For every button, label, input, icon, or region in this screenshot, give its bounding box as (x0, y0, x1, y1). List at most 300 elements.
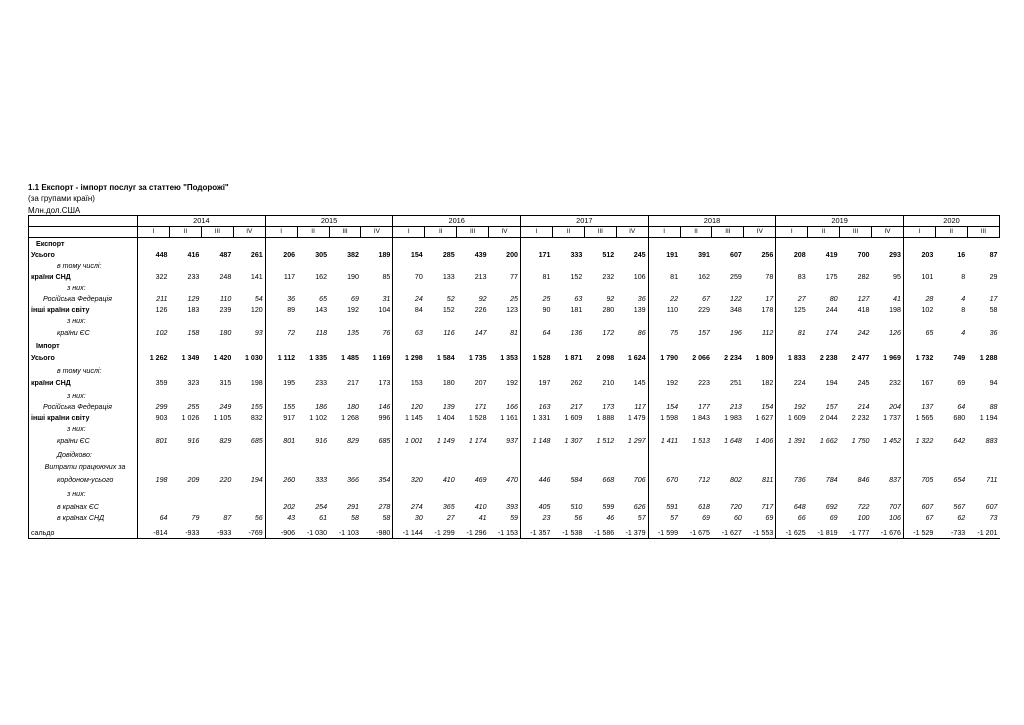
table-cell (648, 462, 680, 473)
table-cell: 801 (265, 434, 297, 448)
year-header: 2015 (265, 216, 393, 227)
table-cell: 129 (187, 294, 200, 303)
table-cell (744, 238, 776, 250)
table-cell: -933 (201, 527, 233, 539)
table-cell: -769 (233, 527, 265, 539)
row-label: в країнах ЄС (29, 501, 138, 512)
table-cell: 293 (889, 250, 901, 259)
table-cell (840, 390, 872, 401)
table-cell (616, 315, 648, 326)
table-cell (201, 390, 233, 401)
table-cell: 916 (187, 437, 200, 445)
table-cell: 22 (648, 293, 680, 304)
table-cell (169, 501, 201, 512)
table-cell (233, 501, 265, 512)
table-cell: 100 (857, 513, 870, 522)
table-cell (169, 282, 201, 293)
table-cell (297, 260, 329, 271)
table-cell: 180 (442, 379, 455, 387)
table-subtitle: (за групами країн) (28, 194, 95, 203)
table-cell (521, 487, 553, 501)
table-cell: -1 299 (425, 527, 457, 539)
table-cell (776, 365, 808, 376)
quarter-header: IV (616, 227, 648, 238)
table-cell (138, 340, 170, 351)
table-cell: 202 (265, 501, 297, 512)
table-cell (265, 315, 297, 326)
table-cell: 712 (698, 476, 710, 484)
row-label: країни СНД (29, 376, 138, 390)
table-cell: 607 (730, 250, 742, 259)
table-cell: 77 (510, 272, 518, 281)
table-cell (776, 448, 808, 462)
table-cell (584, 487, 616, 501)
table-cell: 1 627 (755, 413, 774, 422)
table-cell: 93 (254, 329, 263, 337)
table-cell: 916 (315, 437, 328, 445)
table-cell: 722 (857, 502, 870, 511)
table-cell (489, 448, 521, 462)
table-cell: 1 404 (436, 413, 455, 422)
table-row (29, 462, 1000, 473)
table-cell: 1 112 (265, 351, 297, 365)
table-cell: 410 (442, 476, 455, 484)
table-cell: 584 (570, 476, 583, 484)
table-cell (169, 315, 201, 326)
table-cell: -1 586 (584, 527, 616, 539)
table-cell: 174 (825, 329, 838, 337)
table-cell (138, 260, 170, 271)
table-cell: 135 (347, 329, 359, 337)
table-cell: 90 (521, 304, 553, 315)
table-cell: 1 335 (309, 354, 328, 362)
table-cell: 59 (510, 513, 518, 522)
table-cell (169, 238, 201, 250)
table-cell: 208 (776, 249, 808, 260)
table-cell: -1 296 (457, 527, 489, 539)
table-cell (616, 238, 648, 250)
table-cell (393, 260, 425, 271)
table-row (29, 326, 1000, 340)
table-row (29, 512, 1000, 523)
table-cell (521, 315, 553, 326)
table-cell: 173 (602, 402, 615, 411)
table-cell: 1 030 (244, 354, 263, 362)
table-cell (425, 423, 457, 434)
table-cell (393, 340, 425, 351)
table-cell: 274 (393, 501, 425, 512)
table-cell: 172 (602, 329, 615, 337)
table-cell: 446 (521, 473, 553, 487)
table-cell (521, 282, 553, 293)
table-cell: 27 (776, 293, 808, 304)
table-cell: 69 (957, 379, 966, 387)
table-cell: 152 (442, 305, 455, 314)
table-cell (935, 487, 967, 501)
table-cell: 147 (474, 329, 487, 337)
row-label: Російська Федерація (29, 293, 138, 304)
table-cell (552, 487, 584, 501)
table-cell: 1 331 (521, 412, 553, 423)
table-cell: 648 (776, 501, 808, 512)
table-cell: 1 262 (138, 351, 170, 365)
table-cell: 1 322 (903, 434, 935, 448)
table-cell: 510 (570, 502, 583, 511)
table-cell (648, 282, 680, 293)
table-cell (552, 365, 584, 376)
table-cell (935, 315, 967, 326)
table-cell: 64 (138, 512, 170, 523)
row-label: з них: (29, 282, 138, 293)
table-cell: 1 732 (903, 351, 935, 365)
table-cell: 245 (857, 379, 870, 387)
table-cell: 58 (351, 513, 359, 522)
table-cell: 52 (446, 294, 455, 303)
table-cell: 155 (265, 401, 297, 412)
table-cell (393, 282, 425, 293)
table-cell (967, 238, 999, 250)
table-cell (808, 487, 840, 501)
table-cell (584, 238, 616, 250)
table-cell: 102 (903, 304, 935, 315)
table-cell (201, 448, 233, 462)
table-cell: 123 (506, 305, 518, 314)
table-cell: 110 (219, 294, 232, 303)
table-cell: 175 (825, 272, 838, 281)
table-cell: 448 (138, 249, 170, 260)
table-cell: 305 (315, 250, 328, 259)
quarter-header: I (265, 227, 297, 238)
table-cell: 1 298 (393, 351, 425, 365)
table-cell (872, 462, 904, 473)
table-cell (648, 487, 680, 501)
table-cell (903, 448, 935, 462)
table-cell: 110 (648, 304, 680, 315)
table-cell: 72 (265, 326, 297, 340)
table-cell (776, 487, 808, 501)
table-cell: 23 (521, 512, 553, 523)
table-cell (903, 365, 935, 376)
table-cell: 204 (889, 402, 901, 411)
table-cell: 224 (776, 376, 808, 390)
table-cell: 244 (825, 305, 838, 314)
table-cell: 88 (989, 402, 998, 411)
table-cell: 282 (857, 272, 870, 281)
table-cell: -1 553 (744, 527, 776, 539)
table-cell (265, 423, 297, 434)
table-title: 1.1 Експорт - імпорт послуг за статтею "Подорожі" (28, 183, 229, 192)
table-cell (521, 365, 553, 376)
table-cell (903, 423, 935, 434)
table-cell: 348 (730, 305, 742, 314)
table-cell: 1 609 (564, 413, 583, 422)
table-cell: 36 (989, 329, 998, 337)
table-cell (967, 365, 999, 376)
table-cell: 1 001 (393, 434, 425, 448)
table-cell (329, 390, 361, 401)
table-cell: 405 (521, 501, 553, 512)
table-cell: 46 (606, 513, 615, 522)
table-cell: 680 (953, 413, 966, 422)
table-cell: 720 (730, 502, 742, 511)
table-cell (935, 365, 967, 376)
table-cell: 118 (315, 329, 328, 337)
table-cell: 206 (265, 249, 297, 260)
table-cell: -1 599 (648, 527, 680, 539)
table-cell: 439 (474, 250, 487, 259)
table-cell: 191 (648, 249, 680, 260)
table-cell (457, 423, 489, 434)
table-cell (393, 448, 425, 462)
table-cell: 125 (776, 304, 808, 315)
table-cell (808, 282, 840, 293)
table-cell (616, 448, 648, 462)
quarter-header: I (648, 227, 680, 238)
row-label: Довідково: (29, 448, 138, 462)
table-cell (457, 487, 489, 501)
table-cell (265, 340, 297, 351)
table-cell: 89 (265, 304, 297, 315)
table-cell: 717 (761, 502, 774, 511)
table-cell: 4 (961, 294, 966, 303)
table-cell (648, 448, 680, 462)
table-cell (233, 487, 265, 501)
table-cell: 654 (953, 476, 966, 484)
table-cell (840, 340, 872, 351)
table-cell (648, 340, 680, 351)
table-cell (361, 423, 393, 434)
table-cell: -1 675 (680, 527, 712, 539)
table-cell: 707 (889, 502, 901, 511)
table-cell: 79 (191, 513, 200, 522)
table-cell: 36 (265, 293, 297, 304)
table-cell (680, 462, 712, 473)
table-cell: 846 (857, 476, 870, 484)
table-cell (233, 423, 265, 434)
table-cell: 158 (187, 329, 200, 337)
table-cell (808, 340, 840, 351)
table-cell: 41 (893, 294, 901, 303)
table-cell: 1 420 (213, 354, 232, 362)
table-cell: 167 (903, 376, 935, 390)
table-cell (361, 315, 393, 326)
table-cell: 86 (637, 329, 646, 337)
table-cell: -1 357 (521, 527, 553, 539)
table-cell: 197 (521, 376, 553, 390)
table-cell (297, 423, 329, 434)
table-cell: 232 (889, 379, 901, 387)
table-cell: 43 (265, 512, 297, 523)
table-cell: 63 (574, 294, 583, 303)
table-cell (457, 365, 489, 376)
row-label: в країнах СНД (29, 512, 138, 523)
table-cell (648, 365, 680, 376)
table-cell (648, 423, 680, 434)
row-label: Усього (29, 351, 138, 365)
table-cell: 685 (378, 437, 391, 445)
table-cell (425, 238, 457, 250)
row-label: з них: (29, 390, 138, 401)
table-cell: -933 (169, 527, 201, 539)
table-cell: 8 (961, 305, 966, 314)
table-cell: -906 (265, 527, 297, 539)
table-cell: 60 (733, 513, 742, 522)
table-cell: 95 (893, 272, 901, 281)
table-cell: 1 169 (372, 354, 391, 362)
table-cell (425, 448, 457, 462)
table-cell (489, 365, 521, 376)
table-cell: 2 066 (692, 354, 710, 362)
table-cell (808, 260, 840, 271)
table-cell: 81 (648, 271, 680, 282)
table-cell: 1 735 (468, 354, 487, 362)
table-cell (361, 260, 393, 271)
table-cell (776, 260, 808, 271)
table-cell (297, 315, 329, 326)
table-cell: 393 (506, 502, 518, 511)
table-cell (457, 260, 489, 271)
table-cell (265, 365, 297, 376)
table-cell (712, 260, 744, 271)
table-cell (967, 448, 999, 462)
table-cell (648, 238, 680, 250)
quarter-header: II (935, 227, 967, 238)
table-cell (361, 487, 393, 501)
table-cell: 239 (219, 305, 232, 314)
table-cell: 1 969 (883, 354, 901, 362)
table-row (29, 423, 1000, 434)
table-cell (521, 462, 553, 473)
table-cell: 700 (857, 250, 870, 259)
table-cell (425, 390, 457, 401)
table-cell (361, 238, 393, 250)
table-cell (489, 282, 521, 293)
table-cell (521, 340, 553, 351)
table-cell: 1 983 (724, 413, 742, 422)
table-cell: 1 105 (213, 413, 232, 422)
table-cell (935, 340, 967, 351)
table-cell (712, 340, 744, 351)
table-cell: 203 (903, 249, 935, 260)
table-cell: 41 (478, 513, 487, 522)
table-cell (776, 315, 808, 326)
table-cell: 25 (510, 294, 518, 303)
table-cell (201, 423, 233, 434)
table-cell: 102 (138, 326, 170, 340)
table-cell (233, 340, 265, 351)
table-cell: 24 (393, 293, 425, 304)
table-cell: 1 662 (819, 437, 838, 445)
table-cell (233, 365, 265, 376)
table-cell (201, 238, 233, 250)
table-cell: 70 (393, 271, 425, 282)
table-cell: 56 (574, 513, 583, 522)
table-cell (776, 238, 808, 250)
table-cell (680, 448, 712, 462)
table-cell: -1 777 (840, 527, 872, 539)
row-label: Імпорт (29, 340, 138, 351)
table-cell: 333 (315, 476, 328, 484)
table-cell (489, 487, 521, 501)
table-cell: 139 (442, 402, 455, 411)
year-header: 2020 (903, 216, 999, 227)
table-cell (393, 462, 425, 473)
table-cell (808, 315, 840, 326)
table-cell (744, 365, 776, 376)
table-cell (680, 315, 712, 326)
table-cell: 65 (903, 326, 935, 340)
table-cell (712, 315, 744, 326)
table-cell (329, 487, 361, 501)
table-cell (552, 448, 584, 462)
quarter-header: II (297, 227, 329, 238)
table-cell: 832 (250, 413, 263, 422)
table-cell (361, 365, 393, 376)
quarter-header: IV (361, 227, 393, 238)
table-cell: 217 (570, 402, 583, 411)
table-cell (744, 282, 776, 293)
table-cell: 192 (506, 379, 518, 387)
table-cell (233, 390, 265, 401)
table-cell: 1 411 (648, 434, 680, 448)
table-cell (967, 340, 999, 351)
table-cell (169, 390, 201, 401)
table-row (29, 340, 1000, 351)
table-cell: 618 (698, 502, 710, 511)
table-cell (297, 390, 329, 401)
table-cell (138, 501, 170, 512)
table-cell (808, 390, 840, 401)
table-cell (297, 462, 329, 473)
table-cell: 146 (378, 402, 391, 411)
units-label: Млн.дол.США (28, 206, 81, 215)
table-cell (393, 423, 425, 434)
table-row (29, 448, 1000, 462)
table-cell: 65 (319, 294, 328, 303)
table-cell (872, 448, 904, 462)
quarter-header: II (552, 227, 584, 238)
table-cell (489, 315, 521, 326)
table-cell: 706 (633, 476, 646, 484)
table-cell: 69 (702, 513, 710, 522)
table-cell: 17 (765, 294, 774, 303)
row-label: в тому числі: (29, 365, 138, 376)
table-cell: 31 (382, 294, 391, 303)
table-cell (616, 390, 648, 401)
table-cell: -814 (138, 527, 170, 539)
table-cell: 163 (521, 401, 553, 412)
table-cell (169, 340, 201, 351)
table-cell: 607 (985, 502, 998, 511)
table-cell: 63 (393, 326, 425, 340)
table-cell: 192 (648, 376, 680, 390)
table-cell (552, 238, 584, 250)
row-label: кордоном-усього (29, 473, 138, 487)
table-cell: 141 (250, 272, 263, 281)
table-cell (712, 238, 744, 250)
table-cell (425, 340, 457, 351)
row-label: країни СНД (29, 271, 138, 282)
table-cell (329, 462, 361, 473)
table-cell (489, 423, 521, 434)
row-label: Російська Федерація (29, 401, 138, 412)
table-cell: 196 (730, 329, 742, 337)
table-cell: 213 (474, 272, 487, 281)
table-cell: 84 (393, 304, 425, 315)
table-cell (744, 260, 776, 271)
table-cell: 469 (474, 476, 487, 484)
table-cell (776, 282, 808, 293)
